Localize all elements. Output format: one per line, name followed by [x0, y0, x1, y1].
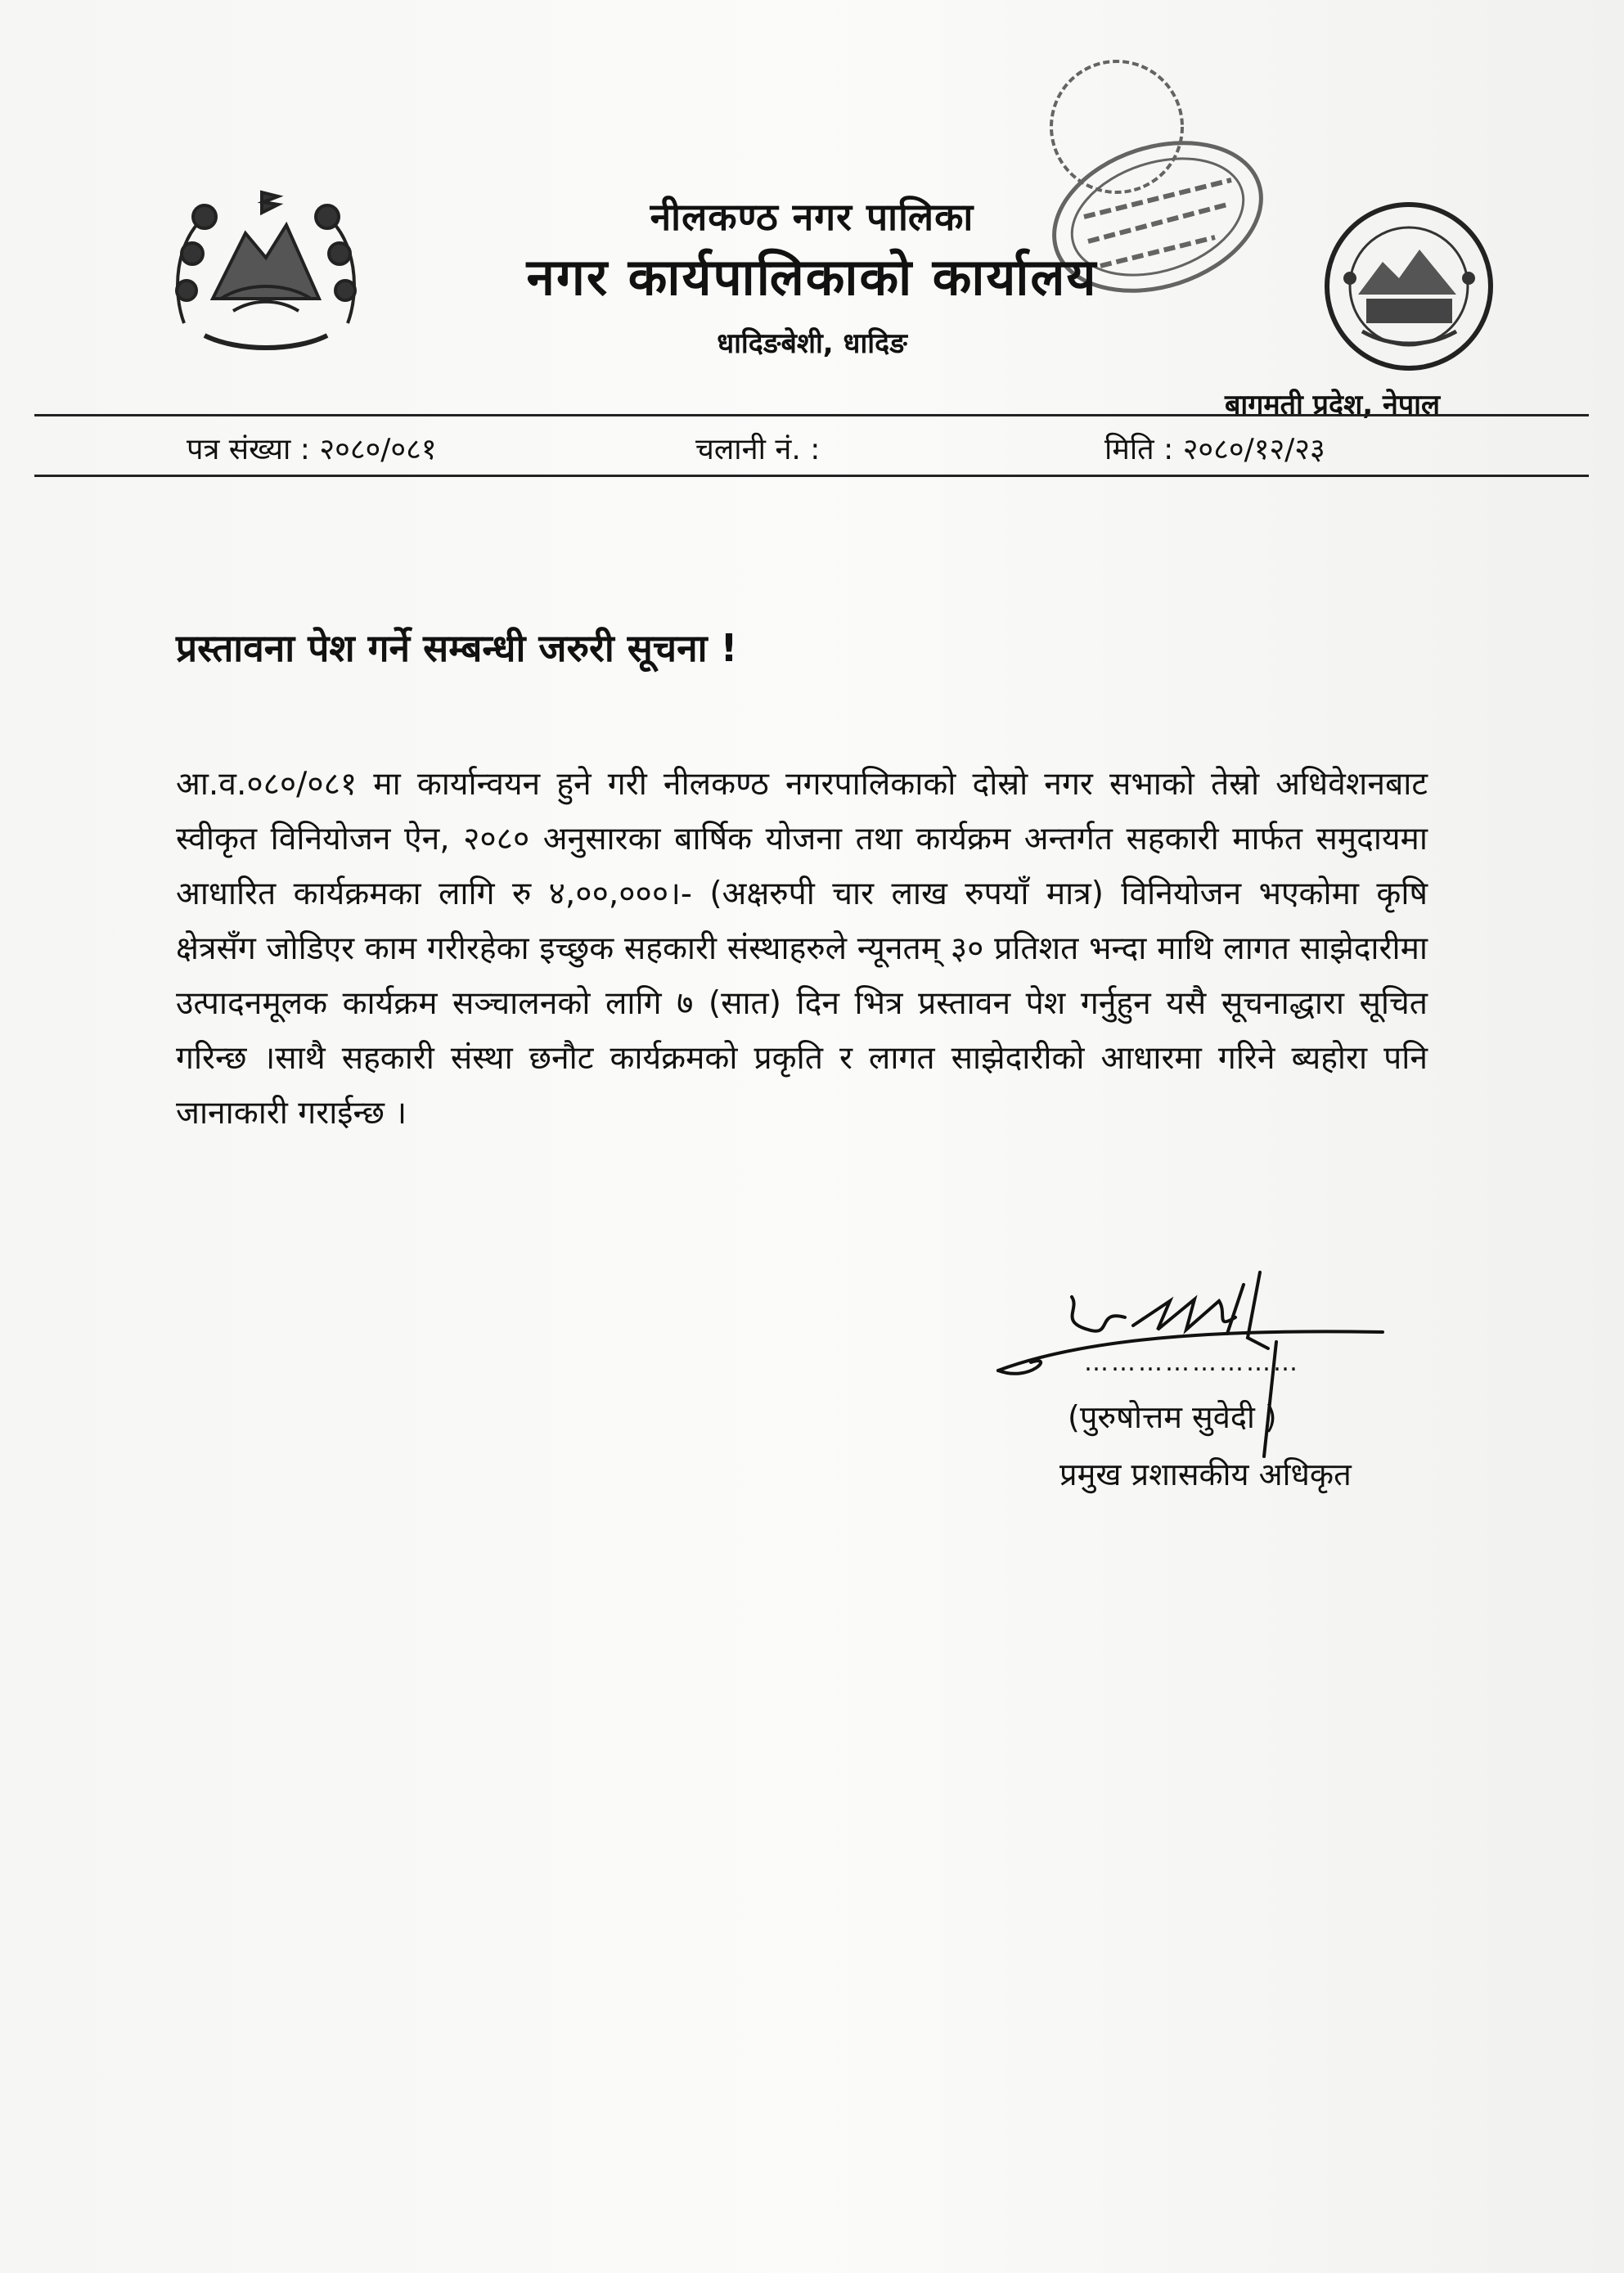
- notice-subject: प्रस्तावना पेश गर्ने सम्बन्धी जरुरी सूचना !: [176, 626, 738, 670]
- signer-title: प्रमुख प्रशासकीय अधिकृत: [1059, 1456, 1352, 1492]
- letter-date: मिति : २०८०/१२/२३: [1104, 433, 1325, 466]
- dispatch-number: चलानी नं. :: [695, 433, 821, 466]
- province-country: बागमती प्रदेश, नेपाल: [1224, 389, 1440, 421]
- letter-number: पत्र संख्या : २०८०/०८१: [187, 433, 437, 466]
- signer-name: (पुरुषोत्तम सुवेदी ): [1068, 1399, 1277, 1435]
- notice-body: आ.व.०८०/०८१ मा कार्यान्वयन हुने गरी नीलकण्ठ नगरपालिकाको दोस्रो नगर सभाको तेस्रो अधिवेशनबाट स्वीकृत विनियोजन ऐन, २०८० अनुसारका बार्षिक योजना तथा कार्यक्रम अन्तर्गत सहकारी मार्फत समुदायमा आधारित कार्यक्रमका लागि रु ४,००,०००।- (अक्षरुपी चार लाख रुपयाँ मात्र) विनियोजन भएकोमा कृषि क्षेत्रसँग जोडिएर काम गरीरहेका इच्छुक सहकारी संस्थाहरुले न्यूनतम् ३० प्रतिशत भन्दा माथि लागत साझेदारीमा उत्पादनमूलक कार्यक्रम सञ्चालनको लागि ७ (सात) दिन भित्र प्रस्तावन पेश गर्नुहुन यसै सूचनाद्धारा सूचित गरिन्छ ।साथै सहकारी संस्था छनौट कार्यक्रमको प्रकृति र लागत साझेदारीको आधारमा गरिने ब्यहोरा पनि जानाकारी गराईन्छ ।: [176, 766, 1428, 1132]
- signature-dotted-line: ……………………: [1084, 1348, 1300, 1377]
- header-divider-bottom: [34, 475, 1589, 477]
- municipality-name: नीलकण्ठ नगर पालिका: [650, 195, 974, 239]
- office-address: धादिङबेशी, धादिङ: [717, 327, 907, 360]
- header-divider-top: [34, 414, 1589, 416]
- office-name: नगर कार्यपालिकाको कार्यालय: [526, 247, 1098, 307]
